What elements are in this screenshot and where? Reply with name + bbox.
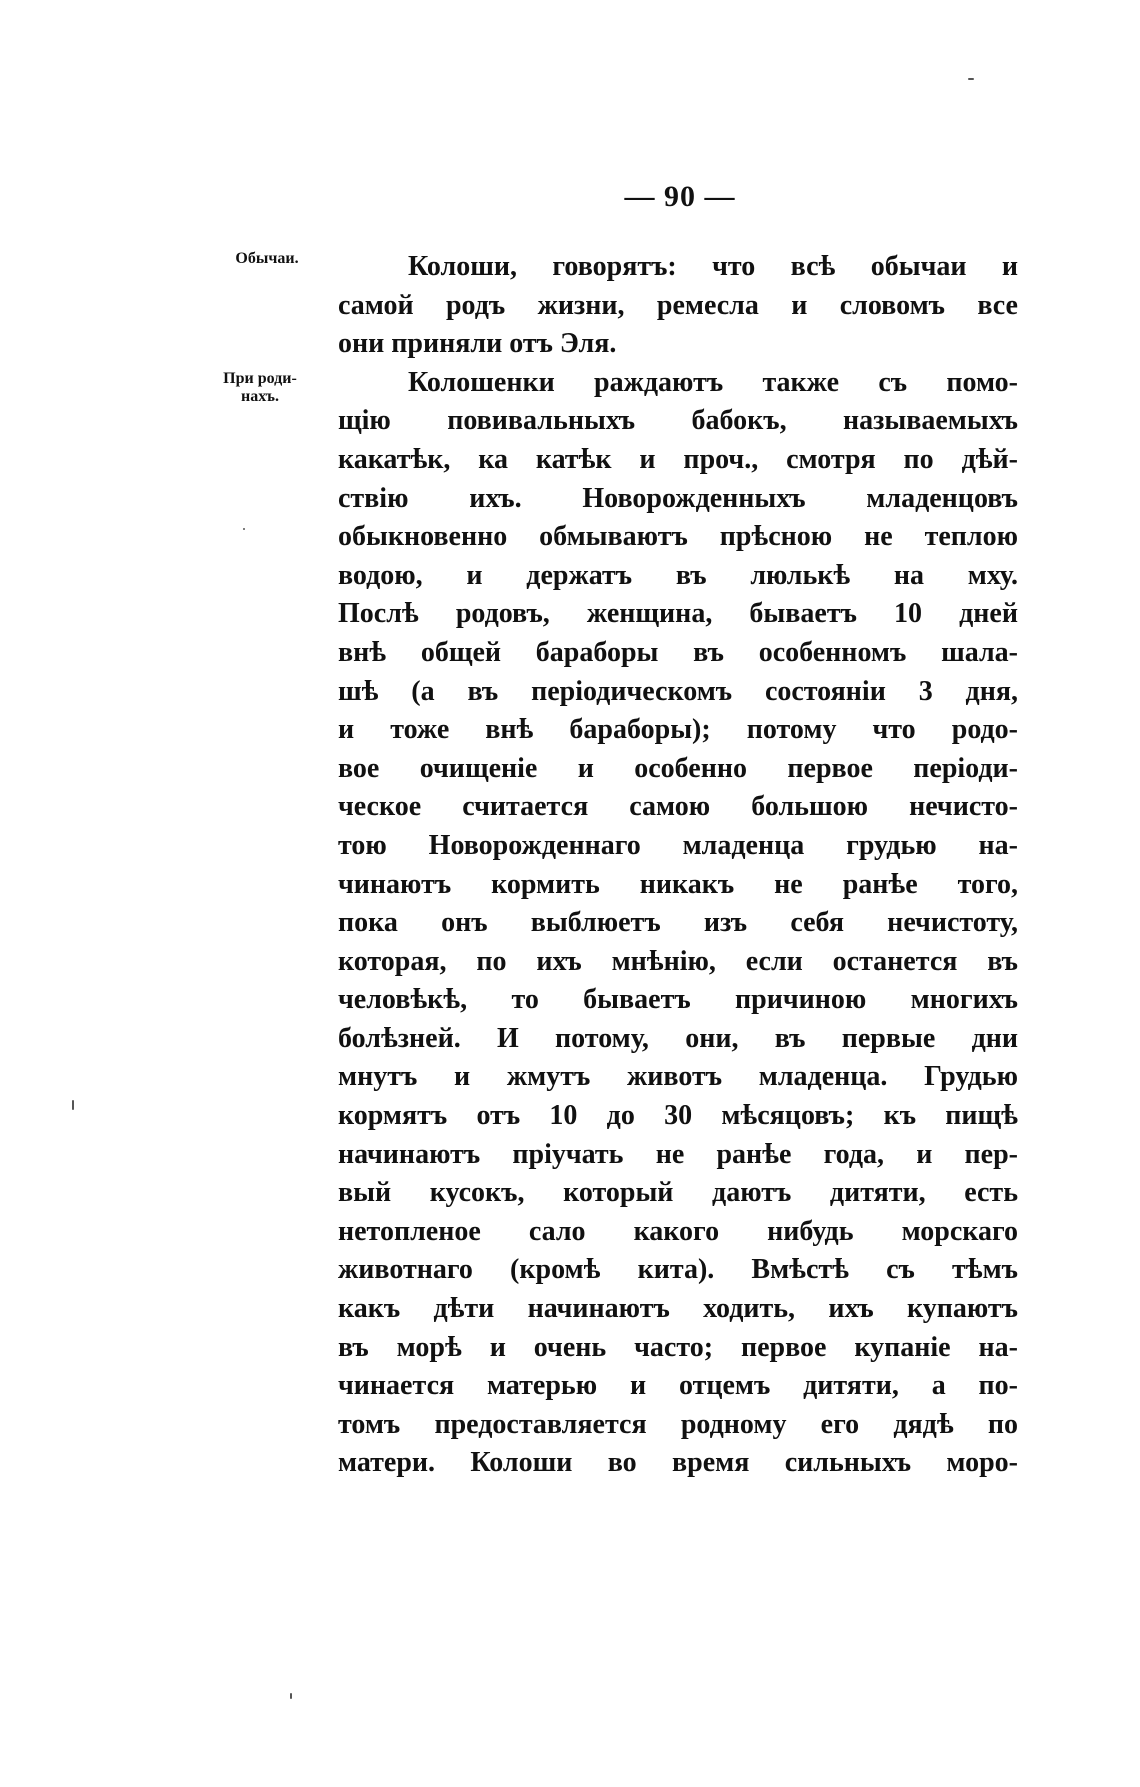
text-line: и тоже внѣ бараборы); потому что родо-: [338, 714, 1018, 746]
text-line: Колошенки раждаютъ также съ помо-: [408, 366, 1018, 398]
body-text: [338, 248, 1018, 1483]
text-line: человѣкѣ, то бываетъ причиною многихъ: [338, 984, 1018, 1016]
text-line: шѣ (а въ періодическомъ состояніи 3 дня,: [338, 675, 1018, 707]
text-line: обыкновенно обмываютъ прѣсною не теплою: [338, 521, 1018, 553]
text-line: матери. Колоши во время сильныхъ моро-: [338, 1447, 1018, 1479]
margin-note-customs: [212, 250, 322, 268]
text-line: которая, по ихъ мнѣнію, если останется въ: [338, 945, 1018, 977]
text-line: щію повивальныхъ бабокъ, называемыхъ: [338, 405, 1018, 437]
text-line: томъ предоставляется родному его дядѣ по: [338, 1408, 1018, 1440]
margin-note-childbirth: [205, 370, 315, 406]
text-line: вый кусокъ, который даютъ дитяти, есть: [338, 1177, 1018, 1209]
text-line: тою Новорожденнаго младенца грудью на-: [338, 829, 1018, 861]
text-line: кормятъ отъ 10 до 30 мѣсяцовъ; къ пищѣ: [338, 1100, 1018, 1132]
scan-speck: [290, 1693, 292, 1699]
text-line: ствію ихъ. Новорожденныхъ младенцовъ: [338, 482, 1018, 514]
margin-note-text: Обычаи.: [235, 250, 299, 267]
text-line: самой родъ жизни, ремесла и словомъ все: [338, 289, 1018, 321]
margin-note-text: нахъ.: [241, 388, 279, 405]
text-line: они приняли отъ Эля.: [338, 328, 617, 360]
text-line: Колоши, говорятъ: что всѣ обычаи и: [408, 251, 1018, 282]
text-line: какатѣк, ка катѣк и проч., смотря по дѣй-: [338, 443, 1018, 475]
text-line: Послѣ родовъ, женщина, бываетъ 10 дней: [338, 598, 1018, 630]
scan-speck: [243, 528, 245, 530]
text-line: вое очищеніе и особенно первое періоди-: [338, 752, 1018, 784]
text-line: внѣ общей бараборы въ особенномъ шала-: [338, 636, 1018, 668]
page-number: — 90 —: [624, 180, 736, 213]
text-line: мнутъ и жмутъ животъ младенца. Грудью: [338, 1061, 1018, 1093]
text-line: пока онъ выблюетъ изъ себя нечистоту,: [338, 907, 1018, 939]
text-line: чинаютъ кормить никакъ не ранѣе того,: [338, 868, 1018, 900]
text-line: нетопленое сало какого нибудь морскаго: [338, 1215, 1018, 1247]
margin-note-text: При роди-: [223, 370, 297, 387]
text-line: ческое считается самою большою нечисто-: [338, 791, 1018, 823]
text-line: какъ дѣти начинаютъ ходить, ихъ купаютъ: [338, 1293, 1018, 1325]
text-line: начинаютъ пріучать не ранѣе года, и пер-: [338, 1138, 1018, 1170]
scan-speck: [968, 78, 974, 80]
text-line: животнаго (кромѣ кита). Вмѣстѣ съ тѣмъ: [338, 1254, 1018, 1286]
text-line: болѣзней. И потому, они, въ первые дни: [338, 1022, 1018, 1054]
text-line: водою, и держатъ въ люлькѣ на мху.: [338, 559, 1018, 591]
text-line: чинается матерью и отцемъ дитяти, а по-: [338, 1370, 1018, 1402]
scan-speck: [72, 1100, 74, 1110]
text-line: въ морѣ и очень часто; первое купаніе на-: [338, 1331, 1018, 1363]
